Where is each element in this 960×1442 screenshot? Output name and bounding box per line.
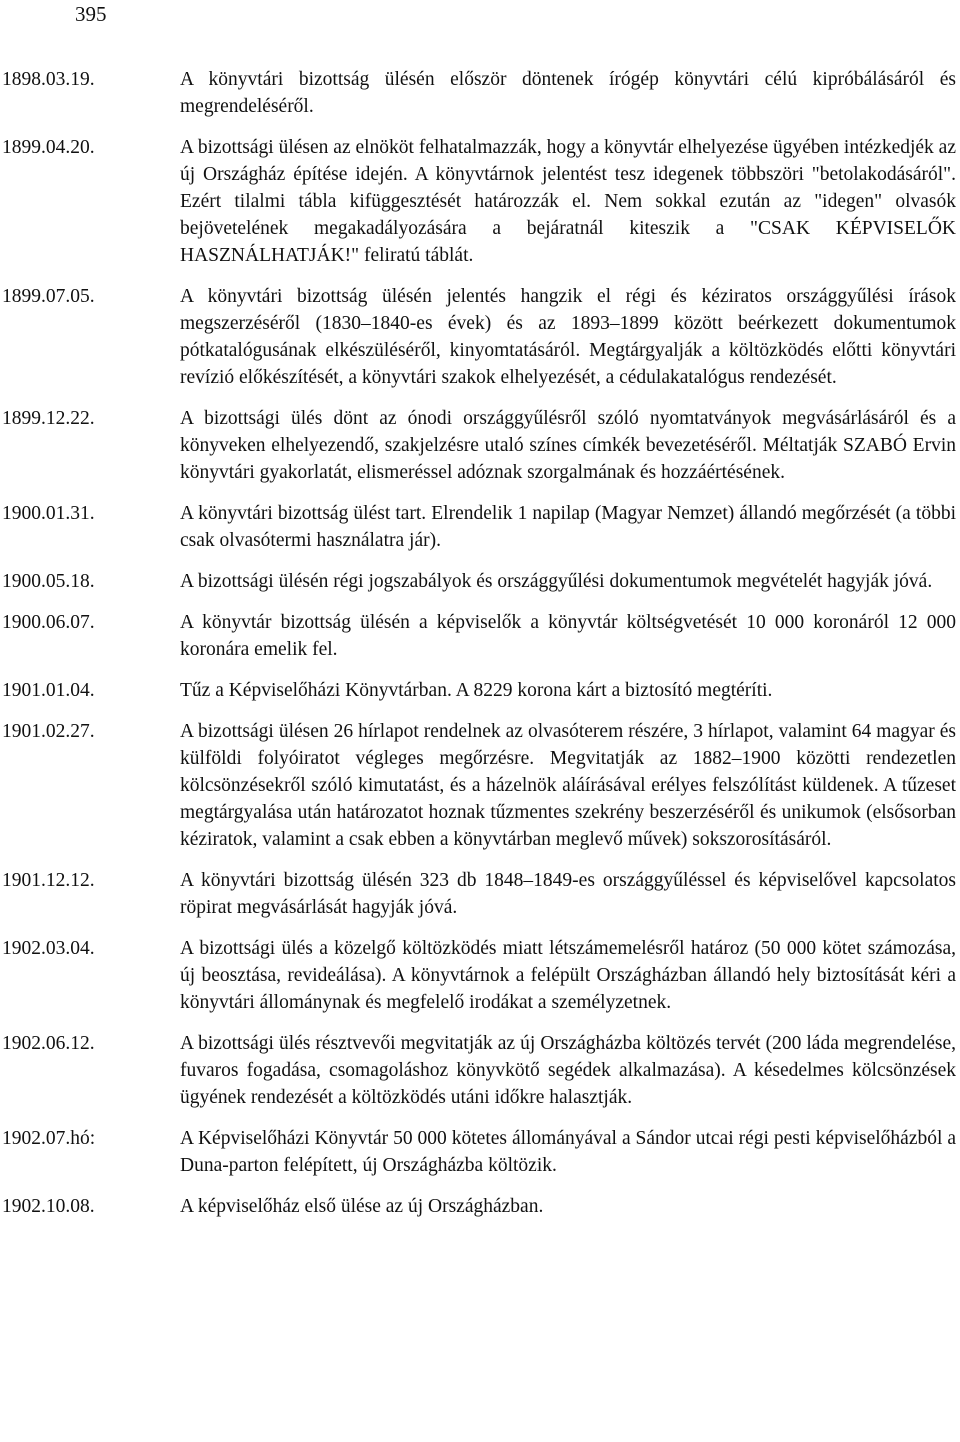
chronology-entry: [0, 1193, 960, 1220]
entry-text: A könyvtár bizottság ülésén a képviselők a könyvtár költségvetését 10 000 koronáról 12 000 koronára emelik fel.: [180, 612, 956, 660]
entry-text: A bizottsági ülésen az elnököt felhatalmazzák, hogy a könyvtár elhelyezése ügyében intézkedjék az új Országház építése idején. A könyvtárnok jelentést tesz idegenek többszöri "betolakodásáról". Ezért tilalmi tábla kifüggesztését határozzák el. Nem sokkal ezután az "idegen" olvasók bejövetelének megakadályozására a bejáratnál kiteszik a "CSAK KÉPVISELŐK HASZNÁLHATJÁK!" feliratú táblát.: [180, 137, 956, 266]
chronology-entry: [0, 405, 960, 486]
chronology-entry: [0, 718, 960, 853]
chronology-entry: [0, 935, 960, 1016]
entry-date: 1898.03.19.: [2, 69, 95, 90]
chronology-entry: [0, 867, 960, 921]
entry-date: 1902.03.04.: [2, 938, 95, 959]
entry-date: 1902.10.08.: [2, 1196, 95, 1217]
chronology-entry: [0, 283, 960, 391]
entry-text: A könyvtári bizottság ülésén jelentés hangzik el régi és kéziratos országgyűlési írások megszerzéséről (1830–1840-es évek) és az 1893–1899 között beérkezett dokumentumok pótkatalógusának elkészüléséről, kinyomtatásáról. Megtárgyalják a költözködés előtti könyvtári revízió előkészítését, a könyvtári szakok elhelyezését, a cédulakatalógus rendezését.: [180, 286, 956, 388]
chronology-list: [0, 66, 960, 1234]
chronology-entry: [0, 677, 960, 704]
entry-date: 1902.06.12.: [2, 1033, 95, 1054]
entry-text: A könyvtári bizottság ülésén először döntenek írógép könyvtári célú kipróbálásáról és megrendeléséről.: [180, 69, 956, 117]
entry-text: Tűz a Képviselőházi Könyvtárban. A 8229 korona kárt a biztosító megtéríti.: [180, 680, 773, 701]
entry-text: A bizottsági ülés résztvevői megvitatják az új Országházba költözés tervét (200 láda megrendelése, fuvaros fogadása, csomagoláshoz könyvkötő segédek alkalmazása). A késedelmes kölcsönzések ügyének rendezését a költözködés utáni időkre halasztják.: [180, 1033, 956, 1108]
entry-text: A könyvtári bizottság ülésén 323 db 1848–1849-es országgyűléssel és képviselővel kapcsolatos röpirat megvásárlását hagyják jóvá.: [180, 870, 956, 918]
chronology-entry: [0, 500, 960, 554]
chronology-entry: [0, 66, 960, 120]
entry-date: 1901.12.12.: [2, 870, 95, 891]
entry-date: 1899.07.05.: [2, 286, 95, 307]
entry-text: A bizottsági ülésén régi jogszabályok és országgyűlési dokumentumok megvételét hagyják jóvá.: [180, 571, 933, 592]
entry-text: A bizottsági ülés dönt az ónodi országgyűlésről szóló nyomtatványok megvásárlásáról és a könyveken elhelyezendő, szakjelzésre utaló színes címkék bevezetéséről. Méltatják SZABÓ Ervin könyvtári gyakorlatát, elismeréssel adóznak szorgalmának és hozzáértésének.: [180, 408, 956, 483]
chronology-entry: [0, 1030, 960, 1111]
entry-text: A könyvtári bizottság ülést tart. Elrendelik 1 napilap (Magyar Nemzet) állandó megőrzését (a többi csak olvasótermi használatra jár).: [180, 503, 956, 551]
entry-text: A Képviselőházi Könyvtár 50 000 kötetes állományával a Sándor utcai régi pesti képviselőházból a Duna-parton felépített, új Országházba költözik.: [180, 1128, 956, 1176]
entry-date: 1900.06.07.: [2, 612, 95, 633]
chronology-entry: [0, 609, 960, 663]
entry-text: A bizottsági ülésen 26 hírlapot rendelnek az olvasóterem részére, 3 hírlapot, valamint 64 magyar és külföldi folyóiratot végleges megőrzésre. Megvitatják az 1882–1900 közötti rendezetlen kölcsönzésekről szóló kimutatást, és a házelnök aláírásával erélyes felszólítást küldenek. A tűzeset megtárgyalása után határozatot hoznak tűzmentes szekrény beszerzéséről és unikumok (elsősorban kéziratok, valamint a csak ebben a könyvtárban meglevő művek) sokszorosításáról.: [180, 721, 956, 850]
page-number: 395: [75, 2, 107, 26]
entry-date: 1902.07.hó:: [2, 1128, 96, 1149]
entry-date: 1900.01.31.: [2, 503, 95, 524]
entry-date: 1899.04.20.: [2, 137, 95, 158]
entry-text: A bizottsági ülés a közelgő költözködés miatt létszámemelésről határoz (50 000 kötet számozása, új beosztása, revideálása). A könyvtárnok a felépült Országházban állandó hely biztosítását kéri a könyvtári állománynak és megfelelő irodákat a személyzetnek.: [180, 938, 956, 1013]
chronology-entry: [0, 134, 960, 269]
chronology-entry: [0, 568, 960, 595]
entry-date: 1899.12.22.: [2, 408, 95, 429]
entry-date: 1900.05.18.: [2, 571, 95, 592]
entry-date: 1901.02.27.: [2, 721, 95, 742]
chronology-entry: [0, 1125, 960, 1179]
entry-text: A képviselőház első ülése az új Országházban.: [180, 1196, 544, 1217]
entry-date: 1901.01.04.: [2, 680, 95, 701]
